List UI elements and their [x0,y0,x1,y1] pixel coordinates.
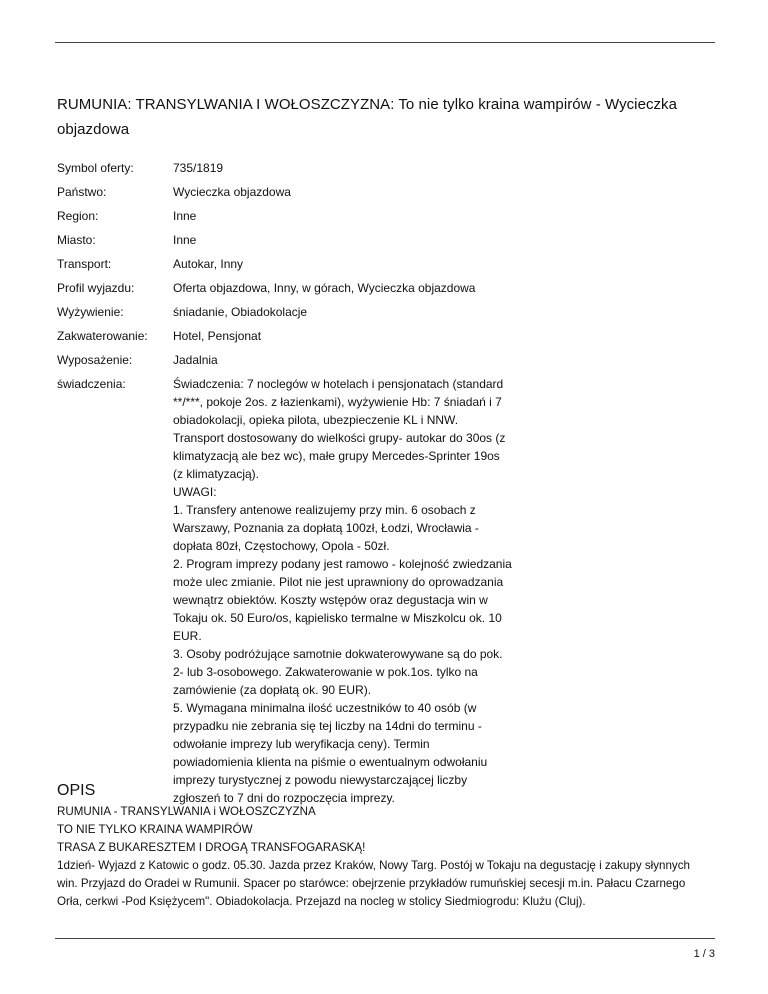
detail-row-city [57,231,697,249]
description-line: Orła, cerkwi -Pod Księżycem". Obiadokolacja. Przejazd na nocleg w stolicy Siedmiogrodu: Klużu (Cluj). [57,895,586,908]
detail-value: Jadalnia [173,353,218,367]
detail-label: Wyżywienie: [57,305,124,319]
detail-value: Inne [173,209,197,223]
detail-label: świadczenia: [57,377,126,391]
section-heading-opis: OPIS [57,782,96,799]
opis-description [57,803,717,911]
description-line: win. Przyjazd do Oradei w Rumunii. Spacer po starówce: obejrzenie przykładów rumuńskiej secesji m.in. Pałacu Czarnego [57,877,686,890]
bottom-divider [55,938,715,939]
detail-label: Profil wyjazdu: [57,281,135,295]
detail-value: Wycieczka objazdowa [173,185,291,199]
detail-label: Zakwaterowanie: [57,329,148,343]
detail-value: śniadanie, Obiadokolacje [173,305,308,319]
detail-label: Region: [57,209,99,223]
detail-value: Hotel, Pensjonat [173,329,262,343]
detail-label: Transport: [57,257,112,271]
detail-value: Świadczenia: 7 noclegów w hotelach i pensjonatach (standard **/***, pokoje 2os. z łazienkami), wyżywienie Hb: 7 śniadań i 7 obiadokolacji, opieka pilota, ubezpieczenie KL i NNW. Transport dostosowany do wielkości grupy- autokar do 30os (z klimatyzacją ale bez wc), małe grupy Mercedes-Sprinter 19os (z klimatyzacją). UWAGI: 1. Transfery antenowe realizujemy przy min. 6 osobach z Warszawy, Poznania za dopłatą 100zł, Łodzi, Wrocławia - dopłata 80zł, Częstochowy, Opola - 50zł. 2. Program imprezy podany jest ramowo - kolejność zwiedzania może ulec zmianie. Pilot nie jest uprawniony do oprowadzania wewnątrz obiektów. Koszty wstępów oraz degustacja win w Tokaju ok. 50 Euro/os, kąpielisko termalne w Miszkolcu ok. 10 EUR. 3. Osoby podróżujące samotnie dokwaterowywane są do pok. 2- lub 3-osobowego. Zakwaterowanie w pok.1os. tylko na zamówienie (za dopłatą ok. 90 EUR). 5. Wymagana minimalna ilość uczestników to 40 osób (w przypadku nie zebrania się tej liczby na 14dni do terminu - odwołanie imprezy lub weryfikacja ceny). Termin powiadomienia klienta na piśmie o ewentualnym odwołaniu imprezy turystycznej z powodu niewystarczającej liczby zgłoszeń to 7 dni do rozpoczęcia imprezy. [173,377,512,805]
detail-row-profile [57,279,697,297]
detail-value: Autokar, Inny [173,257,244,271]
top-divider [55,42,715,43]
detail-row-symbol [57,159,697,177]
detail-value: Oferta objazdowa, Inny, w górach, Wycieczka objazdowa [173,281,476,295]
description-line: TRASA Z BUKARESZTEM I DROGĄ TRANSFOGARASKĄ! [57,841,366,854]
detail-label: Wyposażenie: [57,353,133,367]
detail-label: Miasto: [57,233,96,247]
description-line: RUMUNIA - TRANSYLWANIA i WOŁOSZCZYZNA [57,805,316,818]
detail-value: Inne [173,233,197,247]
description-line: 1dzień- Wyjazd z Katowic o godz. 05.30. Jazda przez Kraków, Nowy Targ. Postój w Tokaju na degustację i zakupy słynnych [57,859,690,872]
description-line: TO NIE TYLKO KRAINA WAMPIRÓW [57,823,253,836]
detail-label: Państwo: [57,185,107,199]
detail-value: 735/1819 [173,161,224,175]
detail-row-equipment [57,351,697,369]
page-number: 1 / 3 [693,948,715,960]
detail-label: Symbol oferty: [57,161,134,175]
offer-details [57,159,697,813]
detail-row-accommodation [57,327,697,345]
detail-row-country [57,183,697,201]
detail-row-transport [57,255,697,273]
offer-title: RUMUNIA: TRANSYLWANIA I WOŁOSZCZYZNA: To nie tylko kraina wampirów - Wycieczka objazdowa [57,96,677,138]
detail-row-services [57,375,697,807]
detail-row-meals [57,303,697,321]
detail-row-region [57,207,697,225]
